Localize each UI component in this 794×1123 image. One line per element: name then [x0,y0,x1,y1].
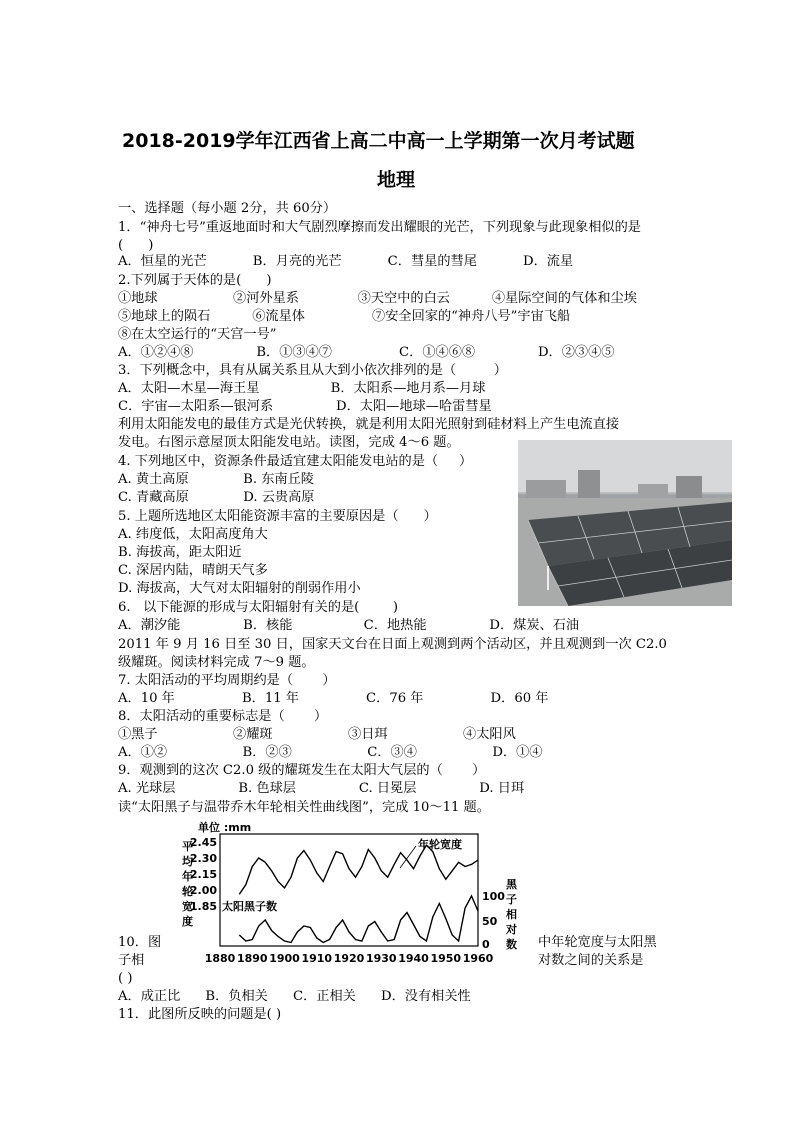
text-line: 5. 上题所选地区太阳能资源丰富的主要原因是（ ） [118,509,437,524]
series-label-sunspot: 太阳黑子数 [222,900,277,913]
left-axis-label-char: 年 [182,870,193,883]
subject-title: 地理 [377,169,416,191]
right-axis-label [505,877,518,951]
q10-left-top: 10．图 [118,935,162,950]
q10-paren: ( ) [118,971,133,986]
q10-left-bottom: 子相 [118,953,145,968]
right-axis-ticks [482,890,505,951]
series-label-tree-ring: 年轮宽度 [418,838,462,851]
text-line: 级耀斑。阅读材料完成 7～9 题。 [118,655,315,670]
x-tick-label: 1880 [204,952,236,965]
text-line: A．①② B．②③ C．③④ D．①④ [118,745,543,760]
text-line: C. 深居内陆，晴朗天气多 [118,563,268,578]
right-axis-label-char: 相 [506,908,517,921]
left-tick-label: 2.45 [189,836,217,849]
right-axis-label-char: 对 [506,923,517,936]
left-axis-label-char: 均 [182,855,193,868]
solar-panel-photo [518,440,732,606]
text-line: 2011 年 9 月 16 日至 30 日，国家天文台在日面上观测到两个活动区，并且观测到一次 C2.0 [118,637,667,652]
x-tick-label: 1940 [398,952,429,965]
x-tick-label: 1920 [333,952,365,965]
text-line: 2.下列属于天体的是( ) [118,273,272,288]
right-tick-label: 0 [482,938,490,951]
text-line: D. 海拔高，大气对太阳辐射的削弱作用小 [118,581,361,596]
x-tick-label: 1900 [269,952,300,965]
left-axis-label-char: 宽 [182,900,193,913]
text-line: C．宇宙—太阳系—银河系 D．太阳—地球—哈雷彗星 [118,399,492,414]
text-line: 3．下列概念中，具有从属关系且从大到小依次排列的是（ ） [118,363,507,378]
text-line: B. 海拔高，距太阳近 [118,545,242,560]
q11-text: 11．此图所反映的问题是( ) [118,1007,282,1022]
x-tick-label: 1930 [365,952,397,965]
x-tick-label: 1890 [236,952,268,965]
text-line: A．太阳—木星—海王星 B．太阳系—地月系—月球 [118,381,486,396]
left-tick-label: 2.00 [189,884,217,897]
q10-right-bottom: 对数之间的关系是 [538,953,644,968]
text-line: 7. 太阳活动的平均周期约是（ ） [118,673,336,688]
text-line: ⑧在太空运行的“天宫一号” [118,327,277,342]
right-axis-label-char: 子 [506,893,517,906]
text-line: A. 光球层 B. 色球层 C. 日冕层 D. 日珥 [118,781,525,796]
text-line: 4. 下列地区中，资源条件最适宜建太阳能发电站的是（ ） [118,454,473,469]
text-line: ①黑子 ②耀斑 ③日珥 ④太阳风 [118,727,516,742]
x-tick-label: 1950 [430,952,462,965]
right-tick-label: 100 [482,890,505,903]
text-line: ⑤地球上的陨石 ⑥流星体 ⑦安全回家的“神舟八号”宇宙飞船 [118,309,571,324]
left-axis-ticks [190,836,217,913]
left-axis-label-char: 度 [182,915,193,928]
text-line: C. 青藏高原 D. 云贵高原 [118,490,315,505]
text-line: 1．“神舟七号”重返地面时和大气剧烈摩擦而发出耀眼的光芒，下列现象与此现象相似的是 [118,220,641,235]
text-line: A. 纬度低，太阳高度角大 [118,527,268,542]
text-line: 8．太阳活动的重要标志是（ ） [118,709,328,724]
text-line: A．潮汐能 B．核能 C．地热能 D．煤炭、石油 [118,618,580,633]
text-line: A. 黄土高原 B. 东南丘陵 [118,472,314,487]
left-axis-label-char: 平 [182,840,193,853]
left-axis-label-char: 轮 [182,885,193,898]
right-tick-label: 50 [482,915,498,928]
right-axis-label-char: 黑 [506,878,517,891]
x-axis-ticks [205,952,494,965]
left-tick-label: 2.15 [189,868,217,881]
sunspot-treering-chart [180,818,530,968]
text-line: A．①②④⑧ B．①③④⑦ C．①④⑥⑧ D．②③④⑤ [118,345,615,360]
text-line: 发电。右图示意屋顶太阳能发电站。读图，完成 4～6 题。 [118,435,460,450]
q10-options: A．成正比 B．负相关 C．正相关 D．没有相关性 [118,989,471,1004]
series-line-tree-ring [239,845,478,894]
x-tick-label: 1910 [301,952,333,965]
text-line: ①地球 ②河外星系 ③天空中的白云 ④星际空间的气体和尘埃 [118,291,637,306]
text-line: ( ) [118,238,154,253]
right-axis-label-char: 数 [506,938,517,951]
left-tick-label: 1.85 [189,900,217,913]
text-line: 6. 以下能源的形成与太阳辐射有关的是( ) [118,600,398,615]
left-tick-label: 2.30 [189,852,217,865]
text-line: 一、选择题（每小题 2分，共 60分） [118,201,337,216]
text-line: 9．观测到的这次 C2.0 级的耀斑发生在太阳大气层的（ ） [118,763,486,778]
page-title: 2018-2019学年江西省上高二中高一上学期第一次月考试题 [122,130,635,152]
text-line: 利用太阳能发电的最佳方式是光伏转换，就是利用太阳光照射到硅材料上产生电流直接 [118,417,620,432]
text-line: A．恒星的光芒 B．月亮的光芒 C．彗星的彗尾 D．流星 [118,254,574,269]
x-tick-label: 1960 [462,952,494,965]
q10-right-top: 中年轮宽度与太阳黑 [538,935,657,950]
chart-unit-label: 单位 :mm [198,821,252,834]
text-line: A．10 年 B．11 年 C．76 年 D．60 年 [118,691,549,706]
text-line: 读“太阳黑子与温带乔木年轮相关性曲线图”，完成 10～11 题。 [118,800,490,815]
